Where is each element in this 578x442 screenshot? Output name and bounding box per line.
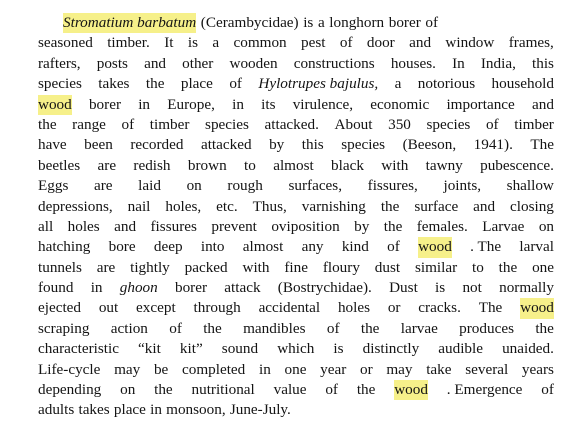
word: fissures, xyxy=(367,177,418,195)
word: nail xyxy=(127,197,151,215)
word: audible xyxy=(438,340,483,358)
word: takes xyxy=(98,75,130,93)
word: the xyxy=(154,381,173,399)
word: takes xyxy=(78,401,110,419)
word: by xyxy=(354,217,370,235)
paragraph-body xyxy=(38,13,554,421)
word: tightly xyxy=(130,258,170,276)
word: place xyxy=(113,401,146,419)
word: Larvae xyxy=(482,217,525,235)
word: females. xyxy=(416,217,468,235)
word: action xyxy=(110,319,148,337)
word: It xyxy=(164,34,174,52)
word: of xyxy=(485,115,499,133)
word: hatching xyxy=(38,238,91,256)
text-line xyxy=(38,33,554,53)
word: and xyxy=(114,217,137,235)
word: in xyxy=(258,360,271,378)
word: take xyxy=(426,360,452,378)
word: closing xyxy=(510,197,554,215)
word: . The xyxy=(470,238,502,256)
word: similar xyxy=(414,258,458,276)
word: attacked xyxy=(200,136,252,154)
highlighted-word: wood xyxy=(394,380,428,400)
word: a xyxy=(212,34,220,52)
word: etc. xyxy=(216,197,238,215)
word: Dust xyxy=(389,279,418,297)
word: year xyxy=(320,360,347,378)
word: shallow xyxy=(506,177,554,195)
word: of xyxy=(326,319,340,337)
highlighted-word: wood xyxy=(418,237,452,257)
word: 350 xyxy=(388,115,411,133)
word: tawny xyxy=(425,156,463,174)
word: notorious xyxy=(417,75,476,93)
word: one xyxy=(284,360,307,378)
word: Europe, xyxy=(167,95,215,113)
word: on xyxy=(538,217,554,235)
word: almost xyxy=(273,156,314,174)
word: ejected xyxy=(38,299,81,317)
word: characteristic xyxy=(38,340,119,358)
word: “kit xyxy=(138,340,161,358)
word: borer xyxy=(174,279,208,297)
word: normally xyxy=(499,279,554,297)
word: species xyxy=(38,75,82,93)
text-line xyxy=(38,380,554,400)
word: accidental xyxy=(258,299,321,317)
word: distinctly xyxy=(362,340,420,358)
word: years xyxy=(521,360,554,378)
word: Hylotrupes bajulus, xyxy=(258,75,379,93)
text-line xyxy=(38,156,554,176)
word: ghoon xyxy=(119,279,158,297)
word: the xyxy=(380,197,400,215)
text-line xyxy=(38,400,554,420)
word: have xyxy=(38,136,67,154)
word: by xyxy=(269,136,285,154)
word: several xyxy=(465,360,509,378)
word: In xyxy=(452,54,465,72)
word: bore xyxy=(108,238,136,256)
word: India, xyxy=(480,54,516,72)
word: common xyxy=(233,34,287,52)
word: on xyxy=(120,381,136,399)
word: of xyxy=(169,319,182,337)
word: been xyxy=(84,136,113,154)
word: rafters, xyxy=(38,54,81,72)
text-line xyxy=(38,278,554,298)
word: holes, xyxy=(165,197,202,215)
word: June-July. xyxy=(229,401,291,419)
word: The xyxy=(478,299,503,317)
word: floury xyxy=(322,258,360,276)
text-line xyxy=(38,115,554,135)
word: (Beeson, xyxy=(402,136,457,154)
word: species xyxy=(426,115,471,133)
word: posts xyxy=(96,54,128,72)
word: is xyxy=(187,34,198,52)
word: this xyxy=(301,136,324,154)
text-line xyxy=(38,237,554,257)
word: door xyxy=(366,34,395,52)
word: The xyxy=(530,136,554,154)
word: be xyxy=(153,360,169,378)
word: a xyxy=(394,75,402,93)
word: a xyxy=(317,14,325,31)
word: are xyxy=(94,177,113,195)
word: which xyxy=(277,340,315,358)
word: fissures xyxy=(150,217,197,235)
word: and xyxy=(144,54,167,72)
word: through xyxy=(193,299,241,317)
word: laid xyxy=(138,177,161,195)
word: out xyxy=(98,299,119,317)
word: found xyxy=(38,279,74,297)
text-line xyxy=(38,74,554,94)
word: Thus, xyxy=(252,197,287,215)
word: on xyxy=(186,177,202,195)
word: of xyxy=(387,238,400,256)
word: importance xyxy=(446,95,515,113)
word: economic xyxy=(370,95,430,113)
word: Life-cycle xyxy=(38,360,101,378)
word: one xyxy=(532,258,554,276)
word: unaided. xyxy=(502,340,554,358)
word: fine xyxy=(284,258,308,276)
word: About xyxy=(334,115,373,133)
word: borer xyxy=(388,14,421,31)
word: and xyxy=(473,197,496,215)
word: nutritional xyxy=(191,381,255,399)
word: sound xyxy=(221,340,259,358)
word: varnishing xyxy=(301,197,366,215)
word: is xyxy=(333,340,344,358)
word: is xyxy=(435,279,446,297)
word: mandibles xyxy=(243,319,306,337)
highlighted-word: wood xyxy=(38,95,72,115)
text-line xyxy=(38,298,554,318)
text-line xyxy=(38,13,554,33)
word: all xyxy=(38,217,54,235)
word: pest xyxy=(301,34,326,52)
word: cracks. xyxy=(418,299,461,317)
word: monsoon, xyxy=(166,401,226,419)
word: oviposition xyxy=(271,217,340,235)
word: timber. xyxy=(107,34,150,52)
word: surfaces, xyxy=(288,177,343,195)
word: redish xyxy=(133,156,171,174)
word: with xyxy=(242,258,270,276)
word: into xyxy=(200,238,225,256)
word: . Emergence xyxy=(446,381,523,399)
highlighted-word: wood xyxy=(520,298,554,318)
word: scraping xyxy=(38,319,90,337)
word: 1941). xyxy=(473,136,513,154)
text-line xyxy=(38,197,554,217)
word: any xyxy=(301,238,324,256)
word: holes xyxy=(67,217,100,235)
text-line xyxy=(38,217,554,237)
word: kit” xyxy=(179,340,203,358)
word: of xyxy=(121,115,135,133)
word: to xyxy=(471,258,484,276)
word: timber xyxy=(149,115,190,133)
text-line xyxy=(38,339,554,359)
word: in xyxy=(138,95,151,113)
word: beetles xyxy=(38,156,81,174)
word: prevent xyxy=(211,217,257,235)
word: the xyxy=(535,319,554,337)
word: of xyxy=(229,75,242,93)
word: of xyxy=(339,34,353,52)
word: (Bostrychidae). xyxy=(277,279,372,297)
word: range xyxy=(72,115,106,133)
word: longhorn xyxy=(329,14,385,31)
word: are xyxy=(96,258,116,276)
word: seasoned xyxy=(38,34,93,52)
word: species xyxy=(205,115,249,133)
word: of xyxy=(425,14,439,31)
word: may xyxy=(114,360,141,378)
word: black xyxy=(331,156,364,174)
word: value xyxy=(273,381,307,399)
word: constructions xyxy=(293,54,375,72)
word: borer xyxy=(88,95,121,113)
word: the xyxy=(356,381,376,399)
word: (Cerambycidae) xyxy=(200,14,299,31)
word: packed xyxy=(184,258,228,276)
word: are xyxy=(97,156,117,174)
word: timber xyxy=(514,115,554,133)
word: surface xyxy=(414,197,459,215)
word: produces xyxy=(459,319,514,337)
word: in xyxy=(150,401,162,419)
word: rough xyxy=(227,177,263,195)
word: the xyxy=(383,217,403,235)
word: Eggs xyxy=(38,177,69,195)
word: the xyxy=(203,319,222,337)
word: joints, xyxy=(443,177,482,195)
word: pubescence. xyxy=(480,156,554,174)
word: except xyxy=(136,299,176,317)
word: and xyxy=(409,34,432,52)
word: the xyxy=(498,258,518,276)
word: place xyxy=(180,75,213,93)
word: tunnels xyxy=(38,258,82,276)
word: the xyxy=(38,115,57,133)
word: depending xyxy=(38,381,102,399)
word: household xyxy=(491,75,554,93)
word: larvae xyxy=(400,319,438,337)
text-line xyxy=(38,135,554,155)
word: holes xyxy=(337,299,370,317)
text-line xyxy=(38,360,554,380)
word: not xyxy=(462,279,482,297)
word: completed xyxy=(182,360,246,378)
word: window xyxy=(445,34,495,52)
word: the xyxy=(360,319,380,337)
word: recorded xyxy=(130,136,184,154)
word: larval xyxy=(519,238,554,256)
word: or xyxy=(359,360,373,378)
word: wooden xyxy=(229,54,278,72)
word: depressions, xyxy=(38,197,113,215)
word: almost xyxy=(242,238,284,256)
word: of xyxy=(325,381,338,399)
text-line xyxy=(38,54,554,74)
word: kind xyxy=(341,238,369,256)
word: virulence, xyxy=(292,95,353,113)
word: attack xyxy=(224,279,261,297)
word: and xyxy=(531,95,554,113)
word: may xyxy=(386,360,413,378)
word: species xyxy=(341,136,386,154)
word: the xyxy=(145,75,165,93)
word: adults xyxy=(38,401,75,419)
word: is xyxy=(303,14,314,31)
word: in xyxy=(232,95,244,113)
word: its xyxy=(261,95,276,113)
word: in xyxy=(90,279,103,297)
word: with xyxy=(381,156,409,174)
text-line xyxy=(38,258,554,278)
word: other xyxy=(182,54,214,72)
document-page xyxy=(38,13,554,421)
word: of xyxy=(541,381,554,399)
word: brown xyxy=(187,156,227,174)
word: attacked. xyxy=(264,115,319,133)
text-line xyxy=(38,176,554,196)
text-line xyxy=(38,319,554,339)
word: deep xyxy=(153,238,183,256)
highlighted-word: Stromatium barbatum xyxy=(63,13,196,33)
word: this xyxy=(532,54,554,72)
word: or xyxy=(387,299,401,317)
word: houses. xyxy=(390,54,436,72)
word: dust xyxy=(374,258,401,276)
text-line xyxy=(38,95,554,115)
word: to xyxy=(244,156,256,174)
word: frames, xyxy=(508,34,554,52)
